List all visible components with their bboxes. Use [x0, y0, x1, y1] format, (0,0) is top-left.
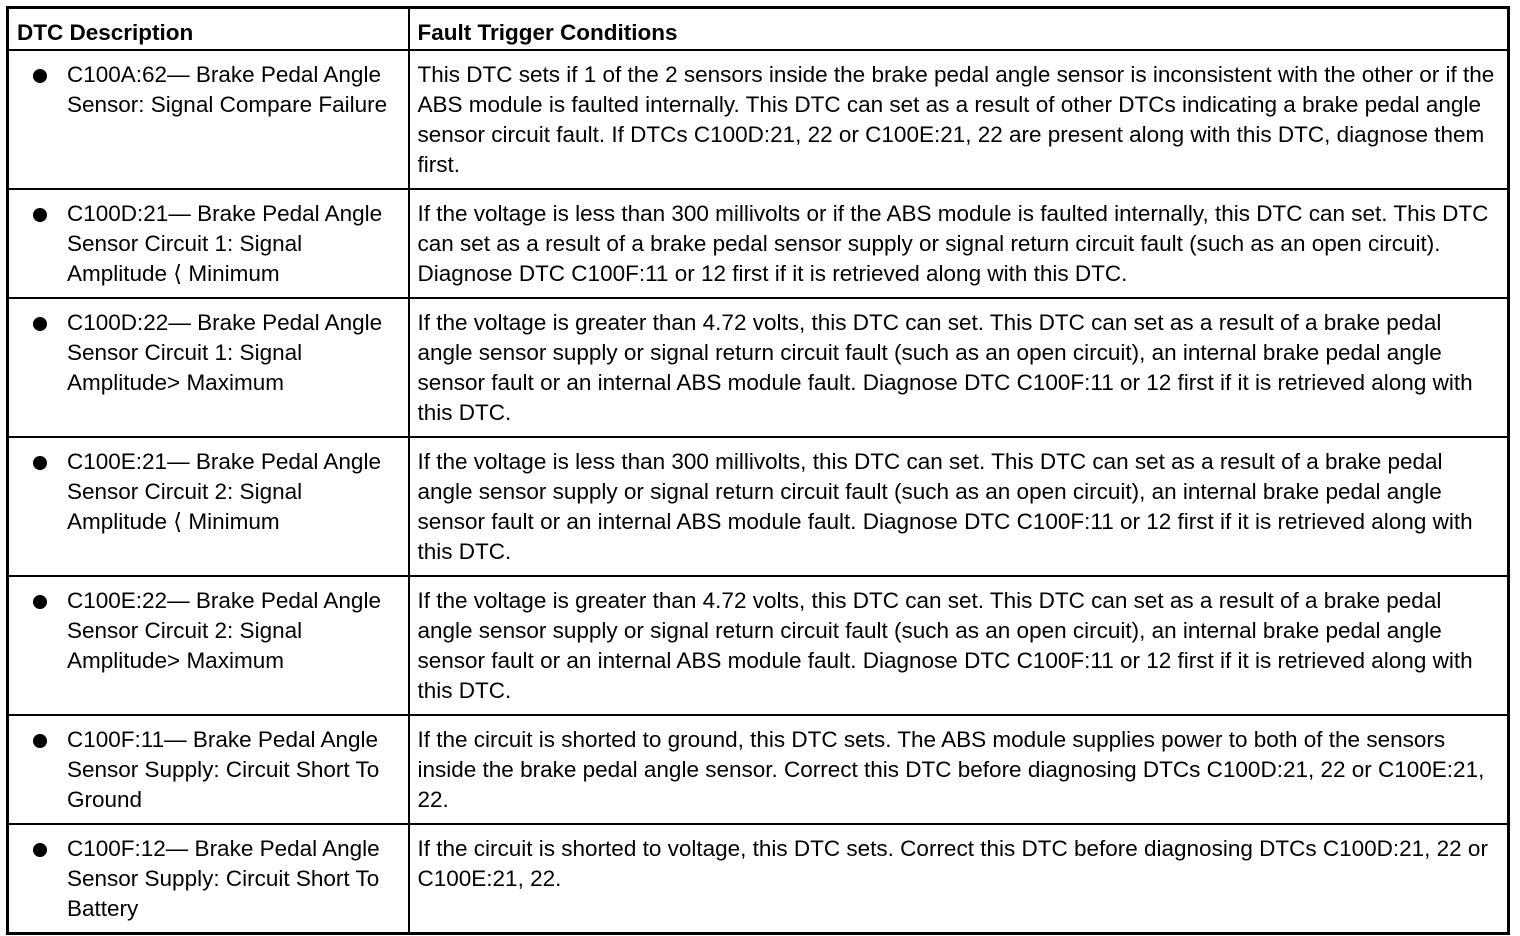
table-row [8, 189, 1509, 298]
bullet-icon [33, 208, 47, 222]
table-row [8, 437, 1509, 576]
fault-condition-cell [409, 50, 1509, 189]
dtc-description-cell [8, 298, 409, 437]
fault-condition: If the circuit is shorted to ground, this DTC sets. The ABS module supplies power to both of the sensors inside the brake pedal angle sensor. Correct this DTC before diagnosing DTCs C100D:21, 22 or C100E:21, 22. [417, 726, 1485, 812]
dtc-description-cell [8, 824, 409, 934]
dtc-description: C100E:21— Brake Pedal Angle Sensor Circuit 2: Signal Amplitude ⟨ Minimum [67, 448, 381, 534]
bullet-icon [33, 734, 47, 748]
fault-condition: If the voltage is greater than 4.72 volts, this DTC can set. This DTC can set as a result of a brake pedal angle sensor supply or signal return circuit fault (such as an open circuit), an internal brake pedal angle sensor fault or an internal ABS module fault. Diagnose DTC C100F:11 or 12 first if it is retrieved along with this DTC. [417, 309, 1473, 425]
table-row [8, 50, 1509, 189]
bullet-icon [33, 69, 47, 83]
fault-condition: If the voltage is greater than 4.72 volts, this DTC can set. This DTC can set as a result of a brake pedal angle sensor supply or signal return circuit fault (such as an open circuit), an internal brake pedal angle sensor fault or an internal ABS module fault. Diagnose DTC C100F:11 or 12 first if it is retrieved along with this DTC. [417, 587, 1473, 703]
dtc-description-cell [8, 437, 409, 576]
dtc-description: C100D:21— Brake Pedal Angle Sensor Circuit 1: Signal Amplitude ⟨ Minimum [67, 200, 383, 286]
bullet-icon [33, 843, 47, 857]
table-row [8, 715, 1509, 824]
dtc-description: C100F:11— Brake Pedal Angle Sensor Supply: Circuit Short To Ground [67, 726, 380, 812]
table-row [8, 824, 1509, 934]
fault-condition: If the voltage is less than 300 millivolts or if the ABS module is faulted internally, this DTC can set. This DTC can set as a result of a brake pedal sensor supply or signal return circuit fault (such as an open circuit). Diagnose DTC C100F:11 or 12 first if it is retrieved along with this DTC. [417, 200, 1489, 286]
header-fault-trigger-conditions: Fault Trigger Conditions [409, 8, 1509, 50]
dtc-description-cell [8, 715, 409, 824]
bullet-icon [33, 317, 47, 331]
fault-condition-cell [409, 715, 1509, 824]
dtc-description: C100E:22— Brake Pedal Angle Sensor Circuit 2: Signal Amplitude> Maximum [67, 587, 381, 673]
table-row [8, 298, 1509, 437]
dtc-table [6, 6, 1510, 935]
fault-condition-cell [409, 576, 1509, 715]
fault-condition-cell [409, 437, 1509, 576]
fault-condition: If the voltage is less than 300 millivolts, this DTC can set. This DTC can set as a result of a brake pedal angle sensor supply or signal return circuit fault (such as an open circuit), an internal brake pedal angle sensor fault or an internal ABS module fault. Diagnose DTC C100F:11 or 12 first if it is retrieved along with this DTC. [417, 448, 1473, 564]
dtc-description: C100D:22— Brake Pedal Angle Sensor Circuit 1: Signal Amplitude> Maximum [67, 309, 383, 395]
header-dtc-description: DTC Description [8, 8, 409, 50]
fault-condition: If the circuit is shorted to voltage, this DTC sets. Correct this DTC before diagnosing DTCs C100D:21, 22 or C100E:21, 22. [417, 835, 1488, 891]
fault-condition: This DTC sets if 1 of the 2 sensors inside the brake pedal angle sensor is inconsistent with the other or if the ABS module is faulted internally. This DTC can set as a result of other DTCs indicating a brake pedal angle sensor circuit fault. If DTCs C100D:21, 22 or C100E:21, 22 are present along with this DTC, diagnose them first. [417, 61, 1495, 177]
fault-condition-cell [409, 298, 1509, 437]
bullet-icon [33, 595, 47, 609]
bullet-icon [33, 456, 47, 470]
fault-condition-cell [409, 824, 1509, 934]
table-header-row [8, 8, 1509, 50]
fault-condition-cell [409, 189, 1509, 298]
dtc-description-cell [8, 189, 409, 298]
dtc-description-cell [8, 50, 409, 189]
dtc-description: C100A:62— Brake Pedal Angle Sensor: Signal Compare Failure [67, 61, 388, 117]
dtc-description: C100F:12— Brake Pedal Angle Sensor Supply: Circuit Short To Battery [67, 835, 380, 921]
dtc-description-cell [8, 576, 409, 715]
table-row [8, 576, 1509, 715]
